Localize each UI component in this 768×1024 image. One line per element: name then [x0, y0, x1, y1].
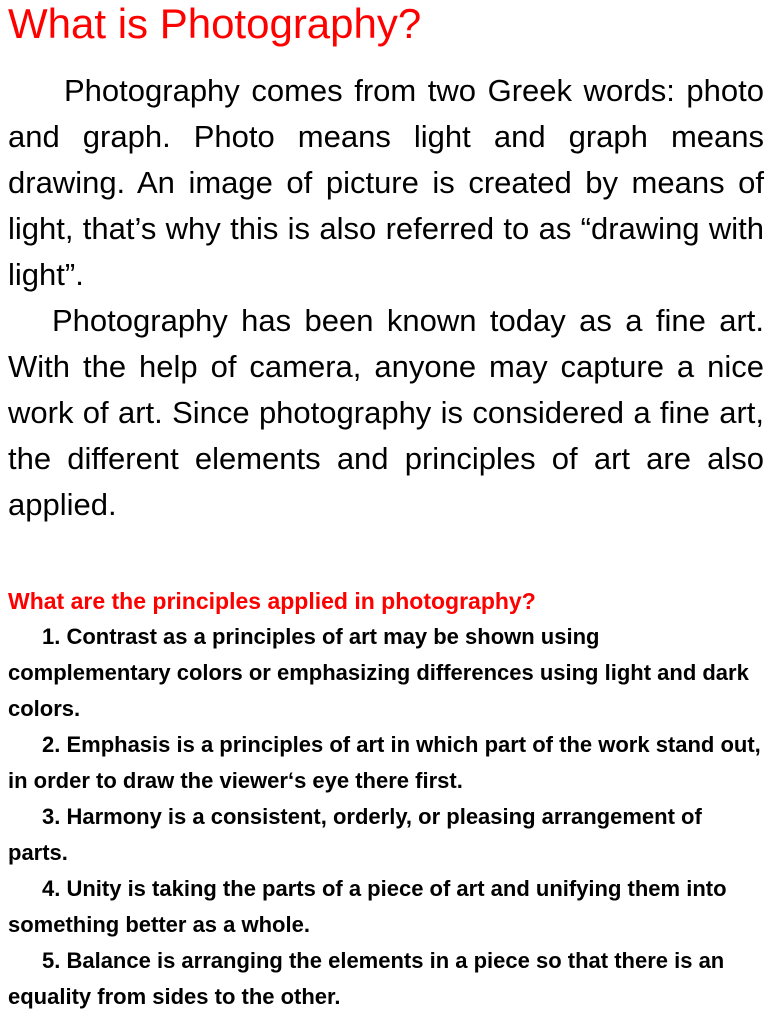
intro-section: [8, 68, 764, 528]
principles-section: [8, 583, 764, 1015]
principles-heading: What are the principles applied in photography?: [8, 588, 536, 614]
intro-paragraph-1: Photography comes from two Greek words: photo and graph. Photo means light and graph means drawing. An image of picture is created by means of light, that’s why this is also referred to as “drawing with light”.: [8, 73, 764, 292]
page-title: What is Photography?: [8, 0, 422, 47]
principle-item-unity: 4. Unity is taking the parts of a piece of art and unifying them into something better as a whole.: [8, 876, 727, 937]
principle-item-balance: 5. Balance is arranging the elements in a piece so that there is an equality from sides to the other.: [8, 948, 725, 1009]
principle-item-contrast: 1. Contrast as a principles of art may be shown using complementary colors or emphasizing differences using light and dark colors.: [8, 624, 749, 721]
intro-paragraph-2: Photography has been known today as a fine art. With the help of camera, anyone may capture a nice work of art. Since photography is considered a fine art, the different elements and principles of art are also applied.: [8, 303, 764, 522]
principle-item-emphasis: 2. Emphasis is a principles of art in which part of the work stand out, in order to draw the viewer‘s eye there first.: [8, 732, 761, 793]
principle-item-harmony: 3. Harmony is a consistent, orderly, or pleasing arrangement of parts.: [8, 804, 702, 865]
principles-list: [8, 619, 764, 1015]
